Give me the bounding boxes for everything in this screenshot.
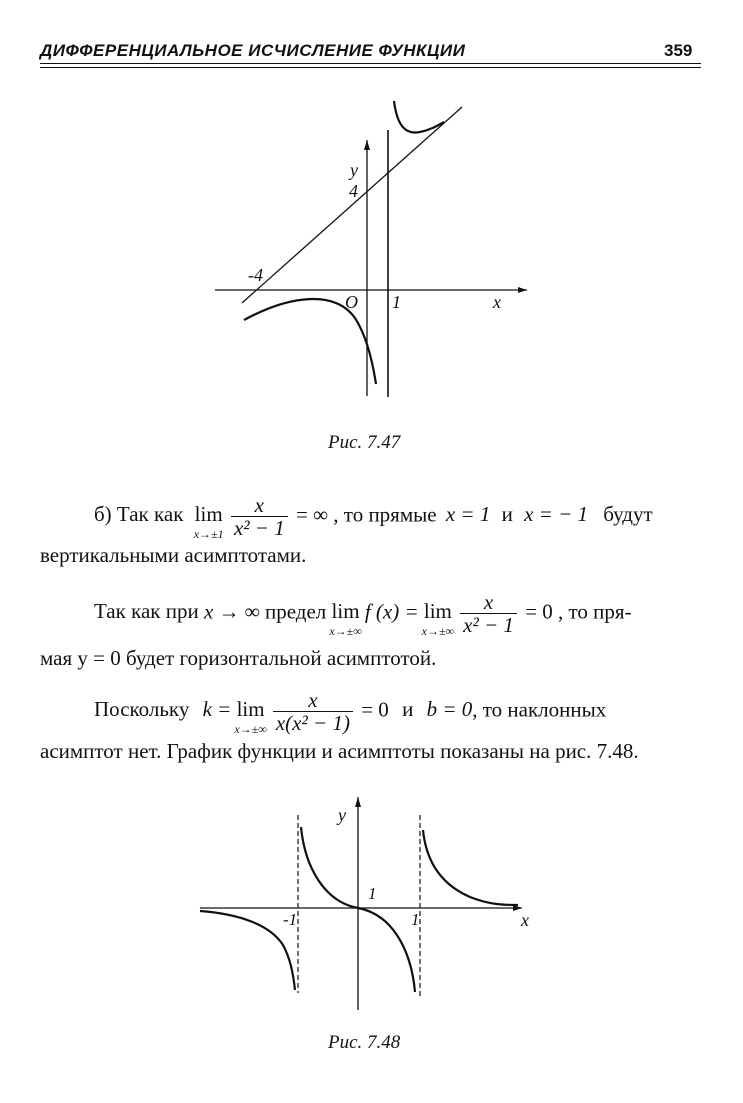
para-b-line1-eq: x = 1 [445, 502, 491, 527]
para-s-line2: асимптот нет. График функции и асимптоты показаны на рис. 7.48. [40, 739, 639, 763]
fig2-left-branch [200, 910, 298, 990]
para-s-frac-num: x [308, 688, 318, 712]
para-h-predel: предел [265, 599, 327, 624]
para-h-lim1-sub: x→±∞ [329, 624, 362, 639]
para-s-prefix: Поскольку [94, 697, 190, 722]
para-b-eq: = ∞ , то прямые [295, 502, 437, 527]
fig2-label-y: y [338, 805, 346, 825]
fig1-label-x: x [493, 292, 501, 312]
para-h-lim1-text: lim [331, 599, 360, 624]
para-s-b: b = 0 [426, 697, 473, 722]
fig2-label-x: x [521, 910, 529, 930]
para-h-lim2-text: lim [423, 599, 452, 624]
para-b-suffix: будут [603, 502, 653, 527]
para-s-lim-text: lim [236, 697, 265, 722]
para-b-line2-eq: x = − 1 [524, 502, 588, 527]
para-b-frac-den: x² − 1 [231, 516, 288, 539]
fig2-label-minus1: -1 [283, 910, 298, 929]
fig1-label-4: 4 [349, 181, 358, 201]
fig1-label-1: 1 [392, 292, 401, 312]
para-h-line2: мая y = 0 будет горизонтальной асимптотой. [40, 646, 437, 670]
para-b-prefix: б) Так как [94, 502, 184, 527]
para-s-and: и [402, 697, 414, 722]
fig2-label-1-x: 1 [411, 910, 420, 929]
para-b-lim-text: lim [194, 502, 223, 527]
para-h-x-to-inf: x → ∞ [203, 599, 260, 624]
para-h-eq-zero: = 0 , то пря- [525, 599, 632, 624]
para-b-lim-sub: x→±1 [193, 527, 224, 542]
page-number: 359 [664, 41, 693, 60]
para-s-suffix: , то наклонных [472, 697, 607, 722]
fig1-label-origin: O [345, 292, 358, 312]
para-b-and: и [501, 502, 513, 527]
fig1-label-y: y [350, 160, 358, 180]
para-s-eq-zero: = 0 [361, 697, 389, 722]
para-h-lim2-sub: x→±∞ [421, 624, 455, 639]
running-header-title: ДИФФЕРЕНЦИАЛЬНОЕ ИСЧИСЛЕНИЕ ФУНКЦИИ [40, 41, 466, 60]
para-h-fx: f (x) = [364, 599, 419, 624]
fig2-caption: Рис. 7.48 [328, 1032, 401, 1053]
para-s-lim-sub: x→±∞ [234, 722, 267, 737]
fig2-y-axis-arrow [355, 797, 361, 807]
fig1-caption: Рис. 7.47 [328, 432, 401, 453]
para-s-k: k = [202, 697, 232, 722]
fig2-label-1-y: 1 [368, 884, 377, 903]
fig2-right-branch [423, 830, 518, 905]
para-s-frac-den: x(x² − 1) [273, 711, 353, 734]
para-h-frac-num: x [483, 590, 494, 614]
para-b-line2: вертикальными асимптотами. [40, 543, 307, 567]
para-h-frac-den: x² − 1 [460, 613, 517, 636]
para-h-prefix: Так как при [94, 599, 199, 624]
fig1-label-minus4: -4 [248, 265, 263, 285]
para-b-frac-num: x [254, 493, 264, 517]
